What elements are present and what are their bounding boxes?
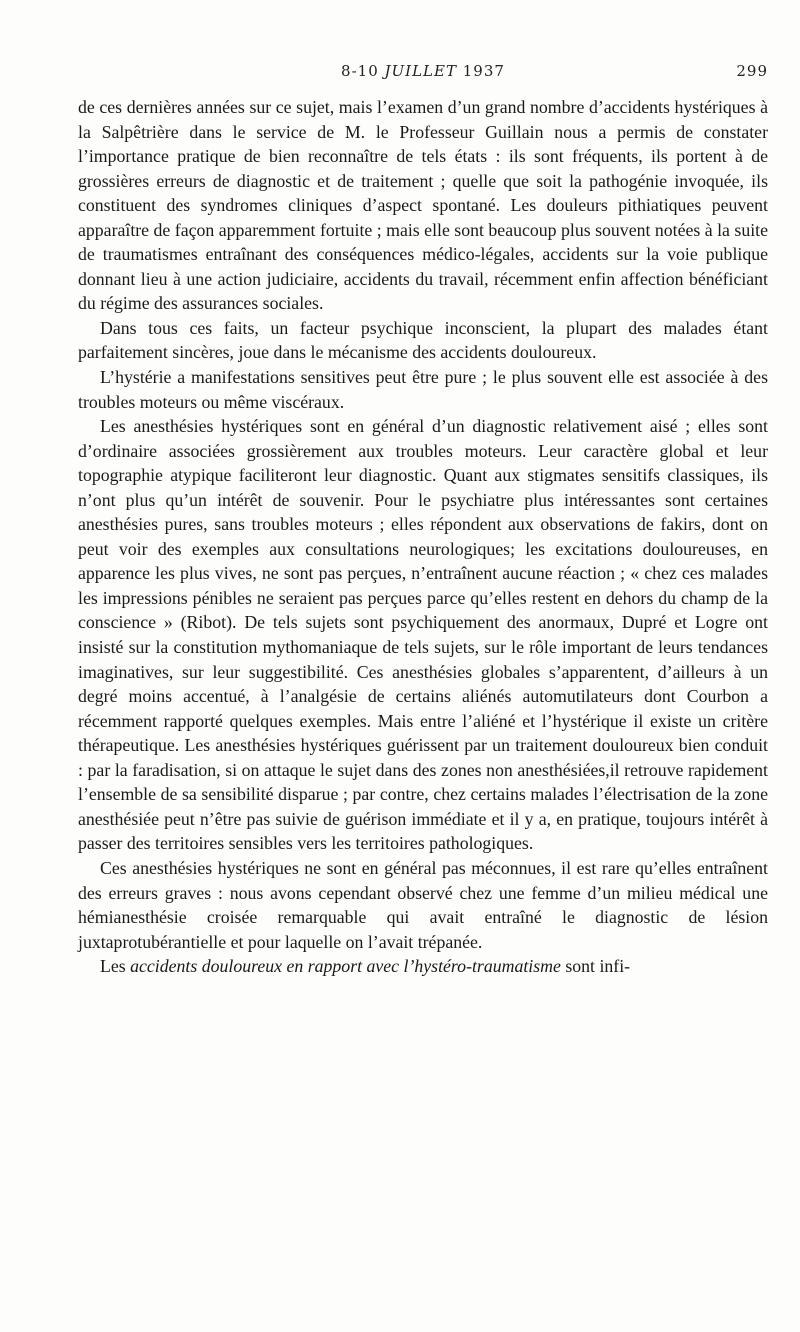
paragraph-4: Les anesthésies hystériques sont en général d’un diagnostic relativement aisé ; elles sont d’ordinaire associées grossièrement aux troubles moteurs. Leur caractère global et leur topographie atypique faciliteront leur diagnostic. Quant aux stigmates sensitifs classiques, ils n’ont plus qu’un intérêt de souvenir. Pour le psychiatre plus intéressantes sont certaines anesthésies pures, sans troubles moteurs ; elles répondent aux observations de fakirs, dont on peut voir des exemples aux consultations neurologiques; les excitations douloureuses, en apparence les plus vives, ne sont pas perçues, n’entraînent aucune réaction ; « chez ces malades les impressions pénibles ne seraient pas perçues parce qu’elles restent en dehors du champ de la conscience » (Ribot). De tels sujets sont psychiquement des anormaux, Dupré et Logre ont insisté sur la constitution mythomaniaque de tels sujets, sur le rôle important de leurs tendances imaginatives, sur leur suggestibilité. Ces anesthésies globales s’apparentent, d’ailleurs à un degré moins accentué, à l’analgésie de certains aliénés automutilateurs dont Courbon a récemment rapporté quelques exemples. Mais entre l’aliéné et l’hystérique il existe un critère thérapeutique. Les anesthésies hystériques guérissent par un traitement douloureux bien conduit : par la faradisation, si on attaque le sujet dans des zones non anesthésiées,il retrouve rapidement l’ensemble de sa sensibilité disparue ; par contre, chez certains malades l’électrisation de la zone anesthésiée peut n’être pas suivie de guérison immédiate et il y a, en pratique, toujours intérêt à passer des territoires sensibles vers les territoires pathologiques. [78,416,768,854]
body-text [78,95,768,979]
paragraph-6 [78,954,768,979]
paragraph-6-italic: accidents douloureux en rapport avec l’hystéro-traumatisme [130,956,561,977]
paragraph-6-tail: sont infi- [560,956,631,977]
paragraph-2: Dans tous ces faits, un facteur psychique inconscient, la plupart des malades étant parfaitement sincères, joue dans le mécanisme des accidents douloureux. [78,317,768,363]
page-number: 299 [736,62,768,80]
header-year: 1937 [456,62,505,80]
running-header [78,62,768,86]
paragraph-3: L’hystérie a manifestations sensitives peut être pure ; le plus souvent elle est associée à des troubles moteurs ou même viscéraux. [78,367,768,412]
header-date-prefix: 8-10 [341,62,385,80]
paragraph-6-lead: Les [100,956,131,977]
paragraph-1: de ces dernières années sur ce sujet, mais l’examen d’un grand nombre d’accidents hystériques à la Salpêtrière dans le service de M. le Professeur Guillain nous a permis de constater l’importance pratique de bien reconnaître de tels états : ils sont fréquents, ils portent à de grossières erreurs de diagnostic et de traitement ; quelle que soit la pathogénie invoquée, ils constituent des syndromes cliniques d’aspect spontané. Les douleurs pithiatiques peuvent apparaître de façon apparemment fortuite ; mais elle sont beaucoup plus souvent notées à la suite de traumatismes entraînant des conséquences médico-légales, accidents sur la voie publique donnant lieu à une action judiciaire, accidents du travail, récemment enfin affection bénéficiant du régime des assurances sociales. [78,97,768,314]
header-month: JUILLET [384,62,457,80]
header-date [78,62,768,80]
paragraph-5: Ces anesthésies hystériques ne sont en général pas méconnues, il est rare qu’elles entraînent des erreurs graves : nous avons cependant observé chez une femme d’un milieu médical une hémianesthésie croisée remarquable qui avait entraîné le diagnostic de lésion juxtaprotubérantielle et pour laquelle on l’avait trépanée. [78,857,768,952]
